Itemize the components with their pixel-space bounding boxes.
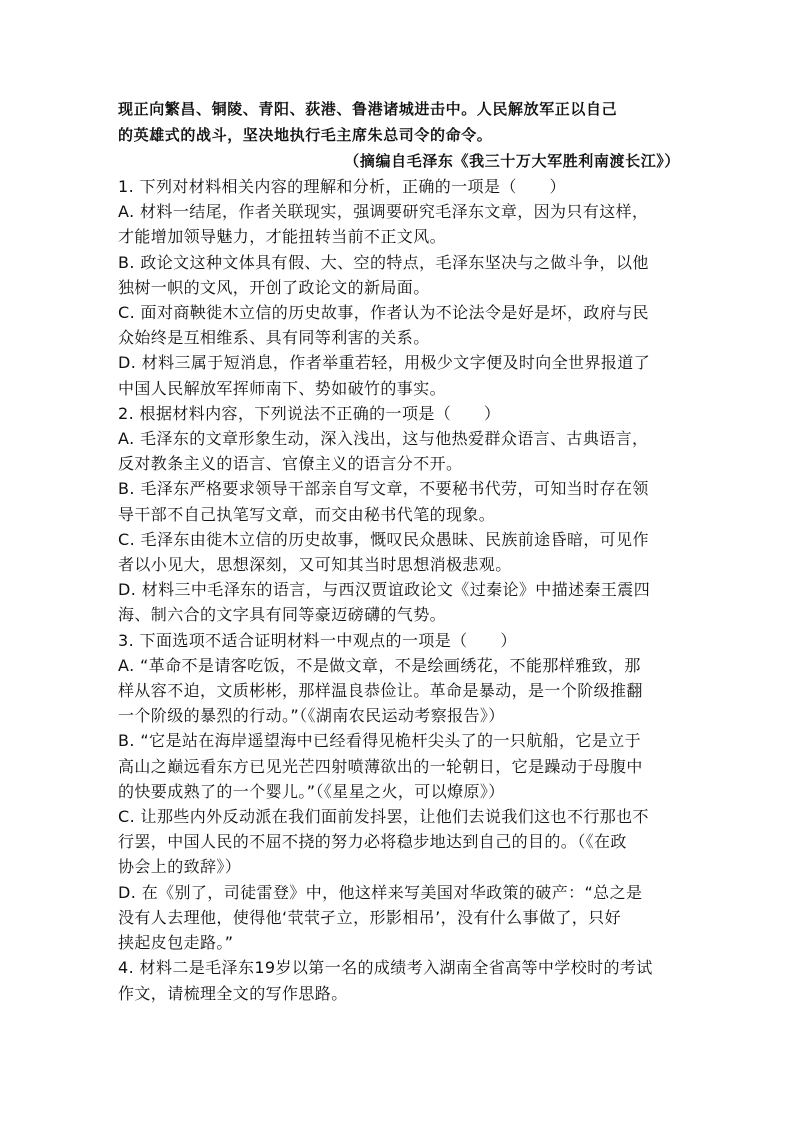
question-stem: 作文，请梳理全文的写作思路。 (118, 983, 348, 1003)
option-line: 挟起皮包走路。” (118, 933, 234, 953)
option-line: 一个阶级的暴烈的行动。”（《湖南农民运动考察报告》） (118, 706, 505, 726)
question-stem: 3. 下面选项不适合证明材料一中观点的一项是（ ） (118, 630, 517, 650)
question-4 (118, 955, 680, 1005)
option-line: 海、制六合的文字具有同等豪迈磅礴的气势。 (118, 605, 447, 625)
questions-block (118, 174, 680, 1006)
question-1 (118, 174, 680, 401)
question-stem: 2. 根据材料内容，下列说法不正确的一项是（ ） (118, 403, 501, 423)
option-line: B. 政论文这种文体具有假、大、空的特点，毛泽东坚决与之做斗争，以他 (118, 252, 649, 272)
option-d (118, 350, 680, 400)
option-line: 者以小见大，思想深刻，又可知其当时思想消极悲观。 (118, 555, 512, 575)
option-b (118, 476, 680, 526)
option-c (118, 300, 680, 350)
question-stem: 1. 下列对材料相关内容的理解和分析，正确的一项是（ ） (118, 177, 566, 196)
option-line: 才能增加领导魅力，才能扭转当前不正文风。 (118, 227, 447, 247)
option-a (118, 199, 680, 249)
option-line: D. 材料三中毛泽东的语言，与西汉贾谊政论文《过秦论》中描述秦王震四 (118, 580, 651, 600)
option-c (118, 804, 680, 880)
excerpt-line: 的英雄式的战斗，坚决地执行毛主席朱总司令的命令。 (118, 126, 493, 144)
option-d (118, 577, 680, 627)
option-line: 协会上的致辞》） (118, 857, 242, 877)
option-line: D. 材料三属于短消息，作者举重若轻，用极少文字便及时向全世界报道了 (118, 353, 651, 373)
option-b (118, 250, 680, 300)
option-b (118, 728, 680, 804)
option-line: 的快要成熟了的一个婴儿。”（《星星之火，可以燎原》） (118, 781, 505, 801)
option-line: C. 面对商鞅徙木立信的历史故事，作者认为不论法令是好是坏，政府与民 (118, 303, 649, 323)
option-line: B. “它是站在海岸遥望海中已经看得见桅杆尖头了的一只航船，它是立于 (118, 731, 642, 751)
option-line: 中国人民解放军挥师南下、势如破竹的事实。 (118, 378, 447, 398)
option-c (118, 527, 680, 577)
option-line: A. 毛泽东的文章形象生动，深入浅出，这与他热爱群众语言、古典语言， (118, 429, 649, 449)
page-content (118, 96, 680, 1006)
question-stem: 4. 材料二是毛泽东19岁以第一名的成绩考入湖南全省高等中学校时的考试 (118, 958, 653, 978)
option-line: A. 材料一结尾，作者关联现实，强调要研究毛泽东文章，因为只有这样， (118, 202, 649, 222)
option-d (118, 880, 680, 956)
option-line: 独树一帜的文风，开创了政论文的新局面。 (118, 277, 430, 297)
question-3 (118, 628, 680, 956)
excerpt-passage (118, 96, 680, 174)
option-a (118, 653, 680, 729)
option-line: 没有人去理他，使得他‘茕茕孑立，形影相吊’，没有什么事做了，只好 (118, 907, 621, 927)
option-line: 样从容不迫，文质彬彬，那样温良恭俭让。革命是暴动，是一个阶级推翻 (118, 681, 643, 701)
option-line: B. 毛泽东严格要求领导干部亲自写文章，不要秘书代劳，可知当时存在领 (118, 479, 649, 499)
excerpt-source: （摘编自毛泽东《我三十万大军胜利南渡长江》） (344, 152, 680, 170)
option-line: 高山之巅远看东方已见光芒四射喷薄欲出的一轮朝日，它是躁动于母腹中 (118, 756, 643, 776)
option-line: C. 让那些内外反动派在我们面前发抖罢，让他们去说我们这也不行那也不 (118, 807, 649, 827)
question-2 (118, 401, 680, 628)
excerpt-line: 现正向繁昌、铜陵、青阳、荻港、鲁港诸城进击中。人民解放军正以自己 (118, 100, 618, 118)
option-line: 导干部不自己执笔写文章，而交由秘书代笔的现象。 (118, 504, 496, 524)
option-line: D. 在《别了，司徒雷登》中，他这样来写美国对华政策的破产：“总之是 (118, 882, 643, 902)
option-line: 行罢，中国人民的不屈不挠的努力必将稳步地达到自己的目的。（《在政 (118, 832, 627, 852)
option-line: 反对教条主义的语言、官僚主义的语言分不开。 (118, 454, 463, 474)
option-line: 众始终是互相维系、具有同等利害的关系。 (118, 328, 430, 348)
option-line: C. 毛泽东由徙木立信的历史故事，慨叹民众愚昧、民族前途昏暗，可见作 (118, 529, 649, 549)
option-line: A. “革命不是请客吃饭，不是做文章，不是绘画绣花，不能那样雅致，那 (118, 655, 641, 675)
option-a (118, 426, 680, 476)
